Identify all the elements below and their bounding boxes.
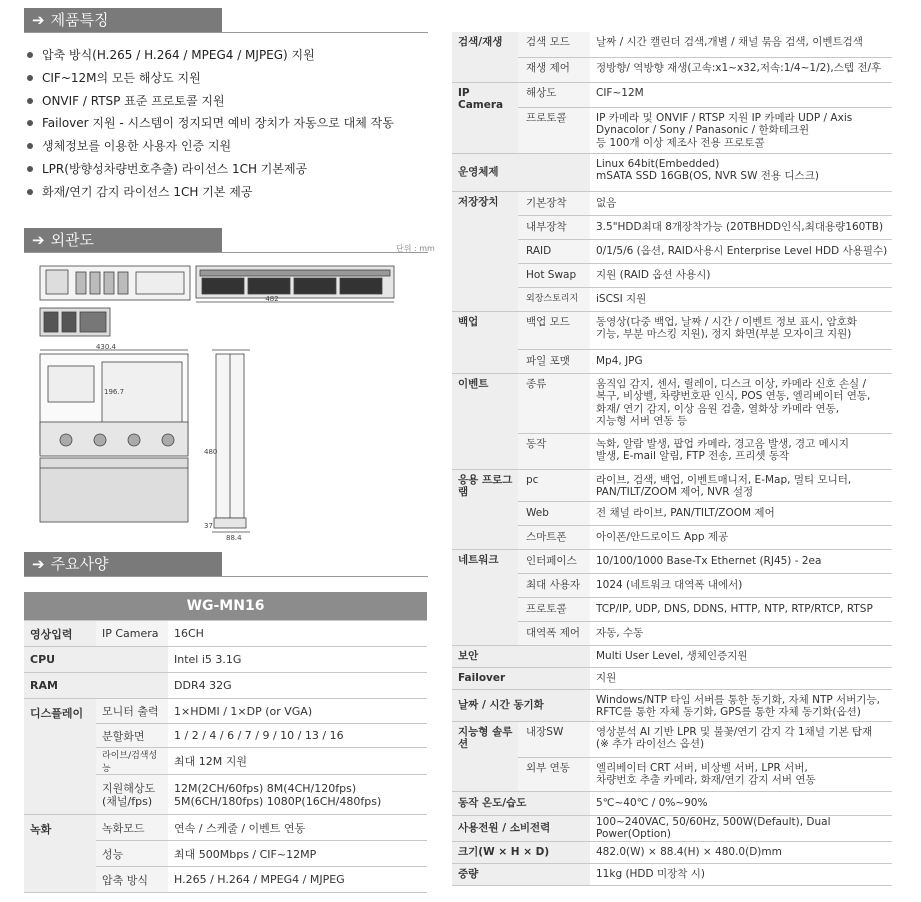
row-label: 날짜 / 시간 동기화: [452, 689, 590, 721]
row-value-line: 움직임 감지, 센서, 릴레이, 디스크 이상, 카메라 신호 손실 /: [596, 377, 867, 390]
list-item: 압축 방식(H.265 / H.264 / MPEG4 / MJPEG) 지원: [24, 44, 434, 67]
row-label: 디스플레이: [24, 699, 96, 815]
row-value: 1 / 2 / 4 / 6 / 7 / 9 / 10 / 13 / 16: [168, 724, 427, 748]
list-item: LPR(방향성차량번호추출) 라이선스 1CH 기본제공: [24, 158, 434, 181]
row-value: [590, 373, 892, 433]
row-sublabel: 분할화면: [96, 724, 168, 748]
row-value: [590, 433, 892, 469]
row-label: 사용전원 / 소비전력: [452, 815, 590, 841]
row-value-line: Dynacolor / Sony / Panasonic / 한화테크윈: [596, 124, 810, 136]
row-value: H.265 / H.264 / MPEG4 / MJPEG: [168, 867, 427, 893]
row-value-line: 차량번호 추출 카메라, 화재/연기 감지 서버 연동: [596, 774, 816, 786]
row-sublabel: 내부장착: [518, 215, 590, 239]
dim-depth-480: 480: [204, 448, 218, 456]
list-item: 화재/연기 감지 라이선스 1CH 기본 제공: [24, 181, 434, 204]
row-label: 백업: [452, 311, 518, 373]
dim-inner-196: 196.7: [104, 388, 125, 396]
spec-title: 주요사양: [50, 555, 109, 573]
row-sublabel: 성능: [96, 841, 168, 867]
row-sublabel: RAID: [518, 239, 590, 263]
row-value: DDR4 32G: [168, 673, 427, 699]
row-value-line: Windows/NTP 타임 서버를 통한 동기화, 자체 NTP 서버기능,: [596, 693, 880, 706]
row-value-line: 녹화, 알람 발생, 팝업 카메라, 경고음 발생, 경고 메시지: [596, 437, 850, 450]
exterior-title: 외관도: [50, 231, 95, 249]
row-sublabel: 지원해상도 (채널/fps): [96, 775, 168, 815]
exterior-drawing: [36, 262, 432, 544]
row-sublabel: 압축 방식: [96, 867, 168, 893]
row-sublabel: 종류: [518, 373, 590, 433]
row-value: 482.0(W) × 88.4(H) × 480.0(D)mm: [590, 841, 892, 863]
row-label: 네트워크: [452, 549, 518, 645]
row-sublabel: 라이브/검색성능: [96, 748, 168, 775]
dim-width-482: 482: [265, 295, 279, 303]
row-sublabel: 모니터 출력: [96, 699, 168, 724]
row-label: 크기(W × H × D): [452, 841, 590, 863]
row-sublabel: 기본장착: [518, 191, 590, 215]
row-value: Multi User Level, 생체인증지원: [590, 645, 892, 667]
arrow-right-icon: ➔: [32, 11, 45, 29]
row-value: 정방향/ 역방향 재생(고속:x1~x32,저속:1/4~1/2),스텝 전/후: [590, 57, 892, 82]
row-sublabel: 재생 제어: [518, 57, 590, 82]
row-value: CIF~12M: [590, 82, 892, 107]
row-value-line: 영상분석 AI 기반 LPR 및 불꽃/연기 감지 각 1채널 기본 탑재: [596, 725, 873, 738]
row-label: 영상입력: [24, 621, 96, 647]
row-label: 동작 온도/습도: [452, 791, 590, 815]
row-value-line: Linux 64bit(Embedded): [596, 157, 720, 170]
row-value: 최대 500Mbps / CIF~12MP: [168, 841, 427, 867]
row-value: [168, 775, 427, 815]
row-value: 1×HDMI / 1×DP (or VGA): [168, 699, 427, 724]
row-value-line: 5M(6CH/180fps) 1080P(16CH/480fps): [174, 794, 382, 808]
row-sublabel: 프로토콜: [518, 597, 590, 621]
row-value: 아이폰/안드로이드 App 제공: [590, 525, 892, 549]
row-sublabel: 대역폭 제어: [518, 621, 590, 645]
row-value: 전 채널 라이브, PAN/TILT/ZOOM 제어: [590, 501, 892, 525]
arrow-right-icon: ➔: [32, 231, 45, 249]
row-value: [590, 469, 892, 501]
row-sublabel: 내장SW: [518, 721, 590, 757]
row-value-line: 엘리베이터 CRT 서버, 비상벨 서버, LPR 서버,: [596, 761, 808, 774]
row-label: CPU: [24, 647, 168, 673]
row-value: Intel i5 3.1G: [168, 647, 427, 673]
row-value: 자동, 수동: [590, 621, 892, 645]
section-divider: [24, 32, 428, 33]
row-value: [590, 689, 892, 721]
row-label: 저장장치: [452, 191, 518, 311]
row-sublabel: 해상도: [518, 82, 590, 107]
row-value: TCP/IP, UDP, DNS, DDNS, HTTP, NTP, RTP/RTCP, RTSP: [590, 597, 892, 621]
row-sublabel: 외부 연동: [518, 757, 590, 791]
row-sublabel: 검색 모드: [518, 32, 590, 57]
row-value: 3.5"HDD최대 8개장착가능 (20TBHDD인식,최대용량160TB): [590, 215, 892, 239]
list-item: 생체정보를 이용한 사용자 인증 지원: [24, 135, 434, 158]
features-title: 제품특징: [50, 11, 109, 29]
row-sublabel: 외장스토리지: [518, 287, 590, 311]
row-label: 검색/재생: [452, 32, 518, 82]
exterior-section-header: [24, 228, 222, 252]
row-value: 지원 (RAID 옵션 사용시): [590, 263, 892, 287]
model-name: WG-MN16: [24, 592, 427, 621]
dim-width-430: 430.4: [95, 343, 117, 351]
row-value-line: 12M(2CH/60fps) 8M(4CH/120fps): [174, 781, 357, 795]
spec-section-header: [24, 552, 222, 576]
row-sublabel: IP Camera: [96, 621, 168, 647]
row-value: 1024 (네트워크 대역폭 내에서): [590, 573, 892, 597]
row-sublabel: 백업 모드: [518, 311, 590, 349]
row-value: [590, 311, 892, 349]
row-value-line: 화재/ 연기 감지, 이상 음원 검출, 열화상 카메라 연동,: [596, 402, 840, 415]
row-sublabel: 최대 사용자: [518, 573, 590, 597]
spec-table-left: [24, 592, 427, 893]
row-label: 이벤트: [452, 373, 518, 469]
row-value: 지원: [590, 667, 892, 689]
row-value-line: mSATA SSD 16GB(OS, NVR SW 전용 디스크): [596, 170, 819, 182]
row-sublabel: pc: [518, 469, 590, 501]
row-sublabel: Web: [518, 501, 590, 525]
row-value-line: (※ 추가 라이선스 옵션): [596, 738, 705, 750]
row-value-line: 등 100개 이상 제조사 전용 프로토콜: [596, 136, 765, 149]
row-value: 날짜 / 시간 캘린더 검색,개별 / 채널 묶음 검색, 이벤트검색: [590, 32, 892, 57]
row-value: 없음: [590, 191, 892, 215]
row-value: iSCSI 지원: [590, 287, 892, 311]
row-value-line: 지능형 서버 연동 등: [596, 415, 688, 427]
arrow-right-icon: ➔: [32, 555, 45, 573]
list-item: CIF~12M의 모든 해상도 지원: [24, 67, 434, 90]
row-label: 중량: [452, 863, 590, 885]
row-sublabel: 프로토콜: [518, 107, 590, 153]
row-sublabel: Hot Swap: [518, 263, 590, 287]
row-value-line: PAN/TILT/ZOOM 제어, NVR 설정: [596, 486, 754, 498]
dim-foot-37: 37: [204, 522, 213, 530]
row-label: IP Camera: [452, 82, 518, 153]
row-value: 연속 / 스케줄 / 이벤트 연동: [168, 815, 427, 841]
row-value: 100~240VAC, 50/60Hz, 500W(Default), Dual Power(Option): [590, 815, 892, 841]
row-sublabel: 녹화모드: [96, 815, 168, 841]
row-value-line: 라이브, 검색, 백업, 이벤트매니저, E-Map, 멀티 모니터,: [596, 473, 852, 486]
row-value: 10/100/1000 Base-Tx Ethernet (RJ45) - 2ea: [590, 549, 892, 573]
row-value-line: 기능, 부분 마스킹 지원), 정지 화면(부분 모자이크 지원): [596, 328, 852, 340]
row-value-line: RFTC를 통한 자체 동기화, GPS를 통한 자체 동기화(옵션): [596, 706, 861, 718]
row-sublabel: 동작: [518, 433, 590, 469]
row-value-line: IP 카메라 및 ONVIF / RTSP 지원 IP 카메라 UDP / Axis: [596, 111, 853, 124]
spec-table-right: [452, 32, 892, 886]
row-value: [590, 721, 892, 757]
section-divider: [24, 576, 428, 577]
row-value: Mp4, JPG: [590, 349, 892, 373]
row-value-line: 동영상(다중 백업, 날짜 / 시간 / 이벤트 정보 표시, 암호화: [596, 315, 857, 328]
row-value: 11kg (HDD 미장착 시): [590, 863, 892, 885]
row-label: 운영체제: [452, 153, 590, 191]
row-label: 보안: [452, 645, 590, 667]
row-label: Failover: [452, 667, 590, 689]
row-value: 16CH: [168, 621, 427, 647]
row-value: 최대 12M 지원: [168, 748, 427, 775]
row-value: [590, 107, 892, 153]
row-sublabel: 인터페이스: [518, 549, 590, 573]
row-sublabel: 파일 포맷: [518, 349, 590, 373]
row-sublabel: 스마트폰: [518, 525, 590, 549]
row-value: 5℃~40℃ / 0%~90%: [590, 791, 892, 815]
row-value-line: 발생, E-mail 알림, FTP 전송, 프리셋 동작: [596, 450, 790, 462]
list-item: ONVIF / RTSP 표준 프로토콜 지원: [24, 90, 434, 113]
features-list: [24, 44, 434, 204]
unit-label: 단위 : mm: [396, 244, 435, 253]
dim-height-88: 88.4: [226, 534, 242, 542]
row-label: 지능형 솔루션: [452, 721, 518, 791]
row-label: 녹화: [24, 815, 96, 893]
section-divider: [24, 252, 428, 253]
row-value: [590, 757, 892, 791]
row-label: RAM: [24, 673, 168, 699]
row-value: [590, 153, 892, 191]
features-section-header: [24, 8, 222, 32]
row-value: 0/1/5/6 (옵션, RAID사용시 Enterprise Level HDD 사용필수): [590, 239, 892, 263]
row-value-line: 복구, 비상벨, 차량번호판 인식, POS 연동, 엘리베이터 연동,: [596, 390, 871, 402]
row-label: 응용 프로그램: [452, 469, 518, 549]
list-item: Failover 지원 - 시스템이 정지되면 예비 장치가 자동으로 대체 작동: [24, 112, 434, 135]
